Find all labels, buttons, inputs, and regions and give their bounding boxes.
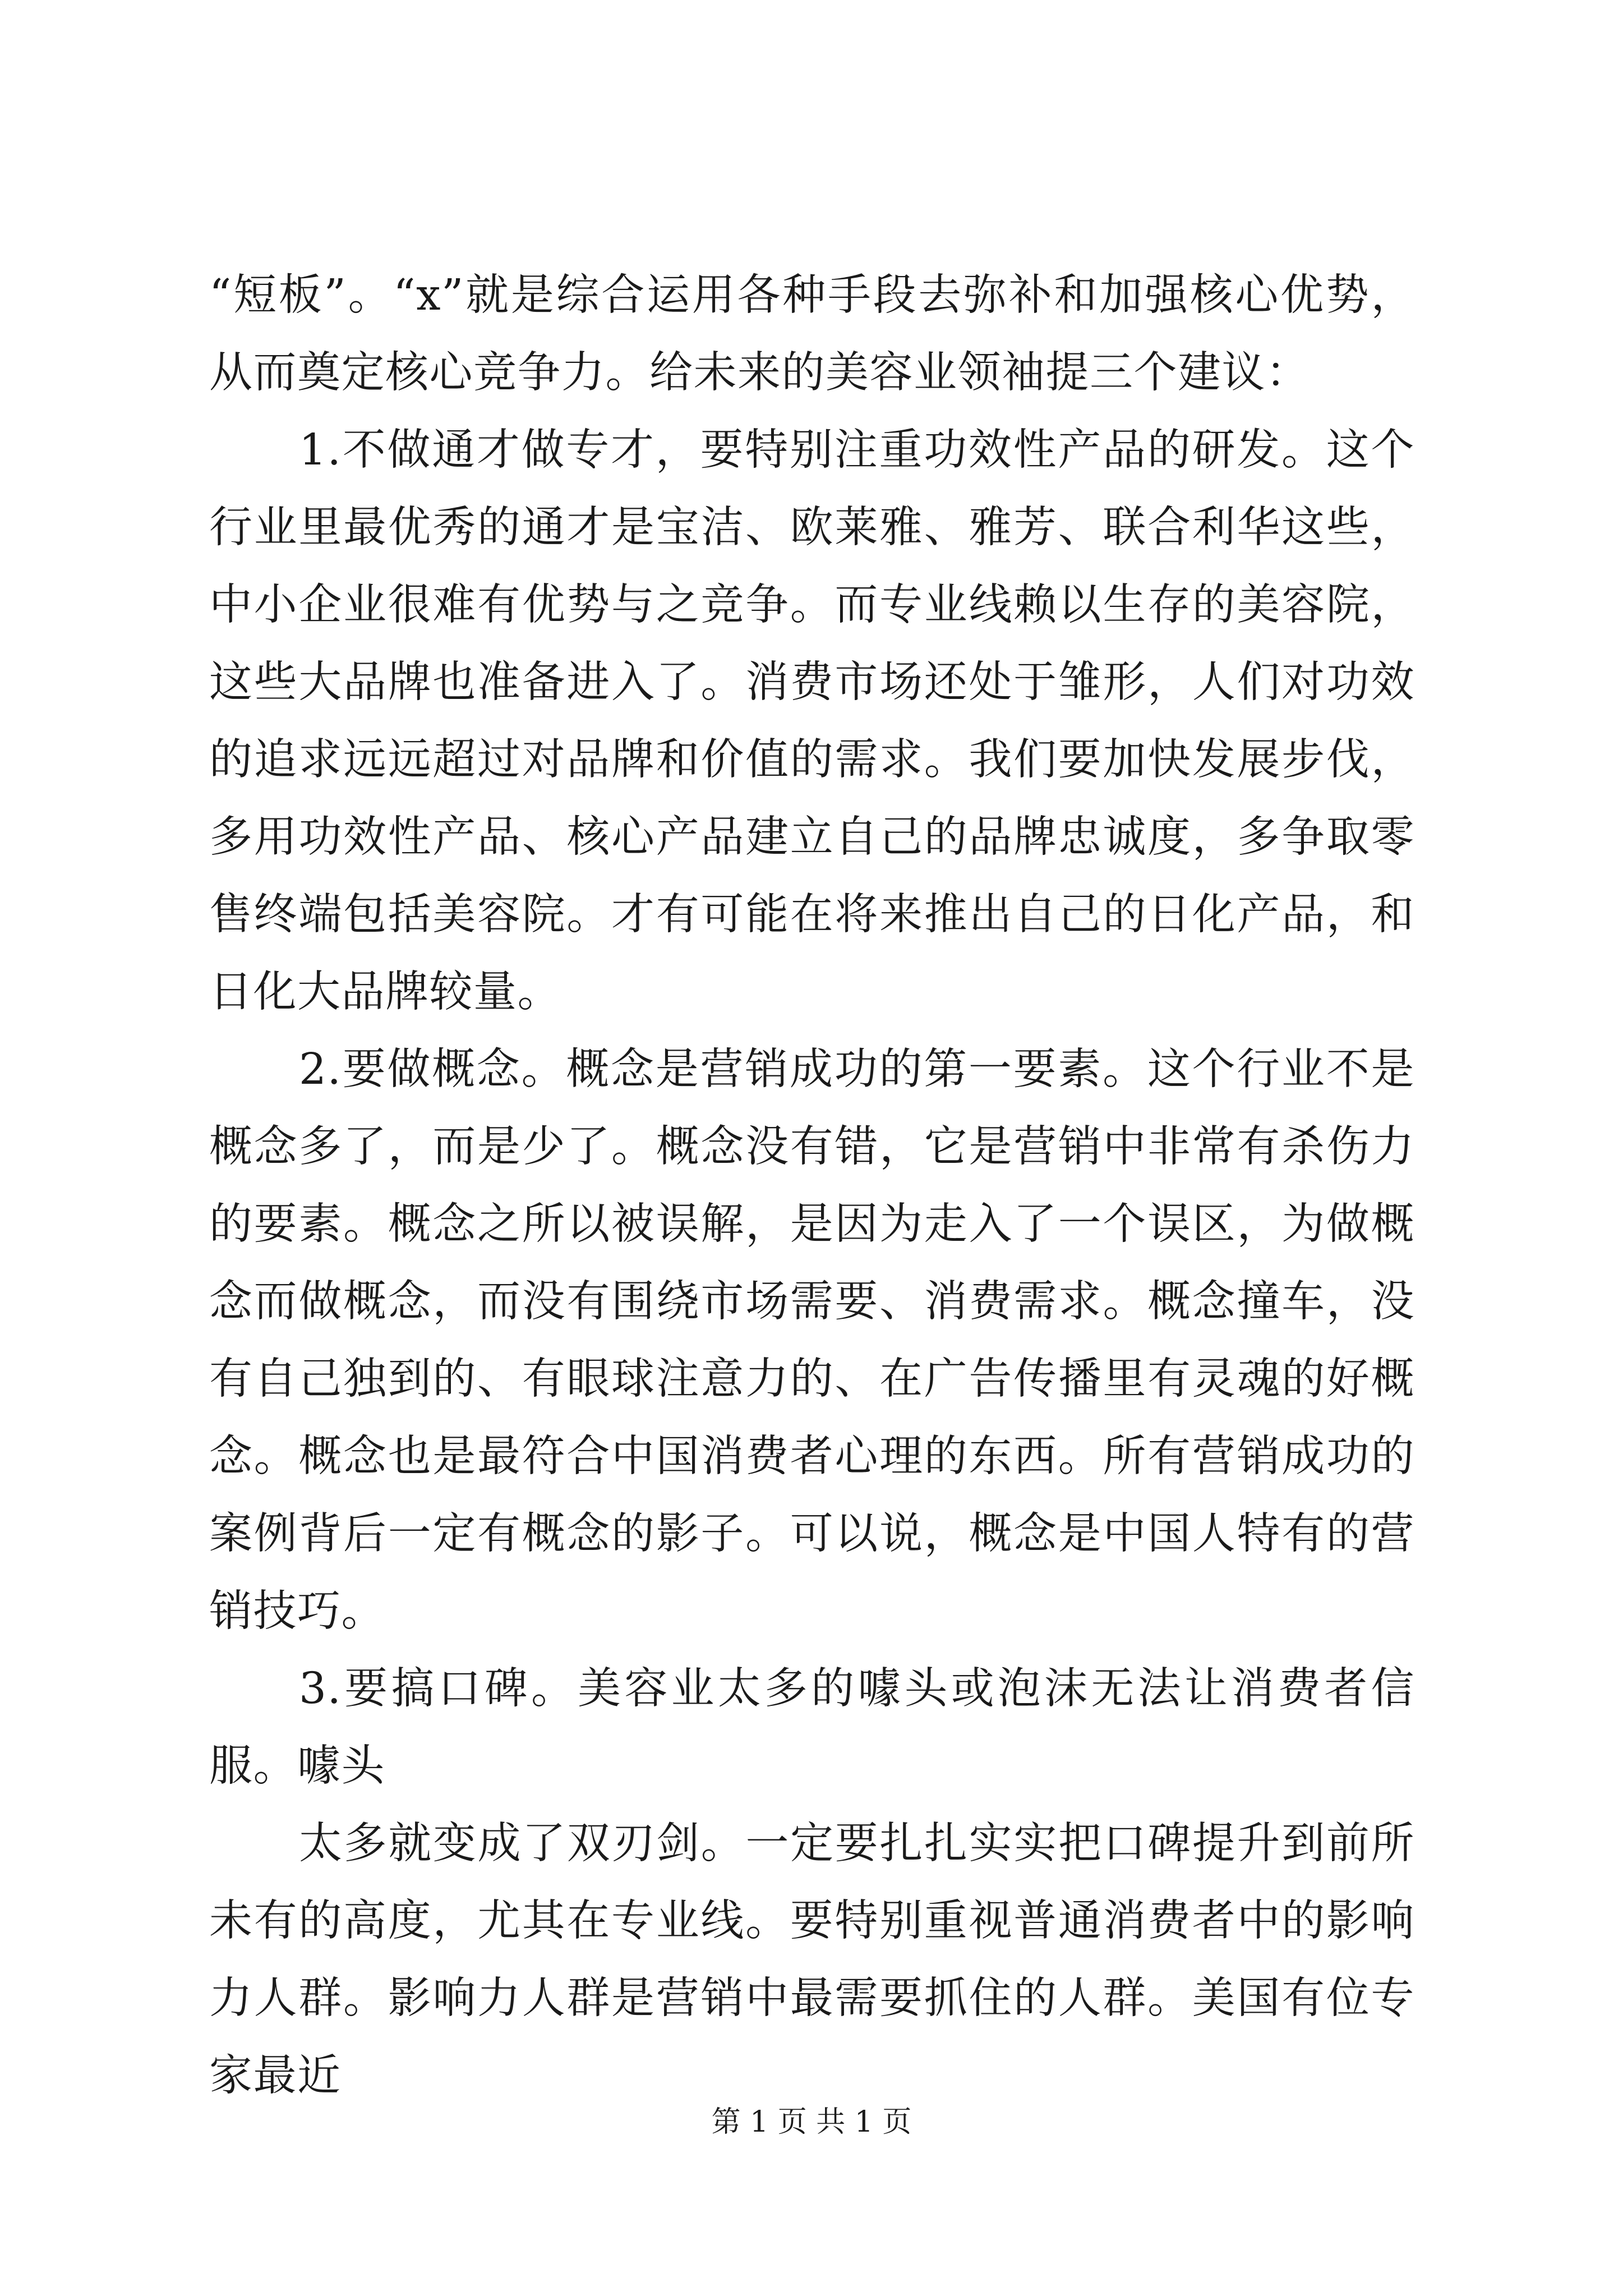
paragraph-suggestion-3: 3.要搞口碑。美容业太多的噱头或泡沫无法让消费者信服。噱头 (209, 1664, 1415, 1791)
page-footer: 第 1 页 共 1 页 (711, 2105, 912, 2139)
paragraph-suggestion-1: 1.不做通才做专才，要特别注重功效性产品的研发。这个行业里最优秀的通才是宝洁、欧莱雅、雅芳、联合利华这些，中小企业很难有优势与之竞争。而专业线赖以生存的美容院，这些大品牌也准备进入了。消费市场还处于雏形，人们对功效的追求远远超过对品牌和价值的需求。我们要加快发展步伐，多用功效性产品、核心产品建立自己的品牌忠诚度，多争取零售终端包括美容院。才有可能在将来推出自己的日化产品，和日化大品牌较量。 (209, 425, 1415, 1017)
body-text (209, 257, 1415, 2115)
paragraph-suggestion-2: 2.要做概念。概念是营销成功的第一要素。这个行业不是概念多了，而是少了。概念没有错，它是营销中非常有杀伤力的要素。概念之所以被误解，是因为走入了一个误区，为做概念而做概念，而没有围绕市场需要、消费需求。概念撞车，没有自己独到的、有眼球注意力的、在广告传播里有灵魂的好概念。概念也是最符合中国消费者心理的东西。所有营销成功的案例背后一定有概念的影子。可以说，概念是中国人特有的营销技巧。 (209, 1045, 1415, 1636)
paragraph-continuation: 太多就变成了双刃剑。一定要扎扎实实把口碑提升到前所未有的高度，尤其在专业线。要特别重视普通消费者中的影响力人群。影响力人群是营销中最需要抓住的人群。美国有位专家最近 (209, 1819, 1415, 2101)
paragraph-intro: “短板”。“x”就是综合运用各种手段去弥补和加强核心优势，从而奠定核心竞争力。给未来的美容业领袖提三个建议： (209, 270, 1415, 398)
